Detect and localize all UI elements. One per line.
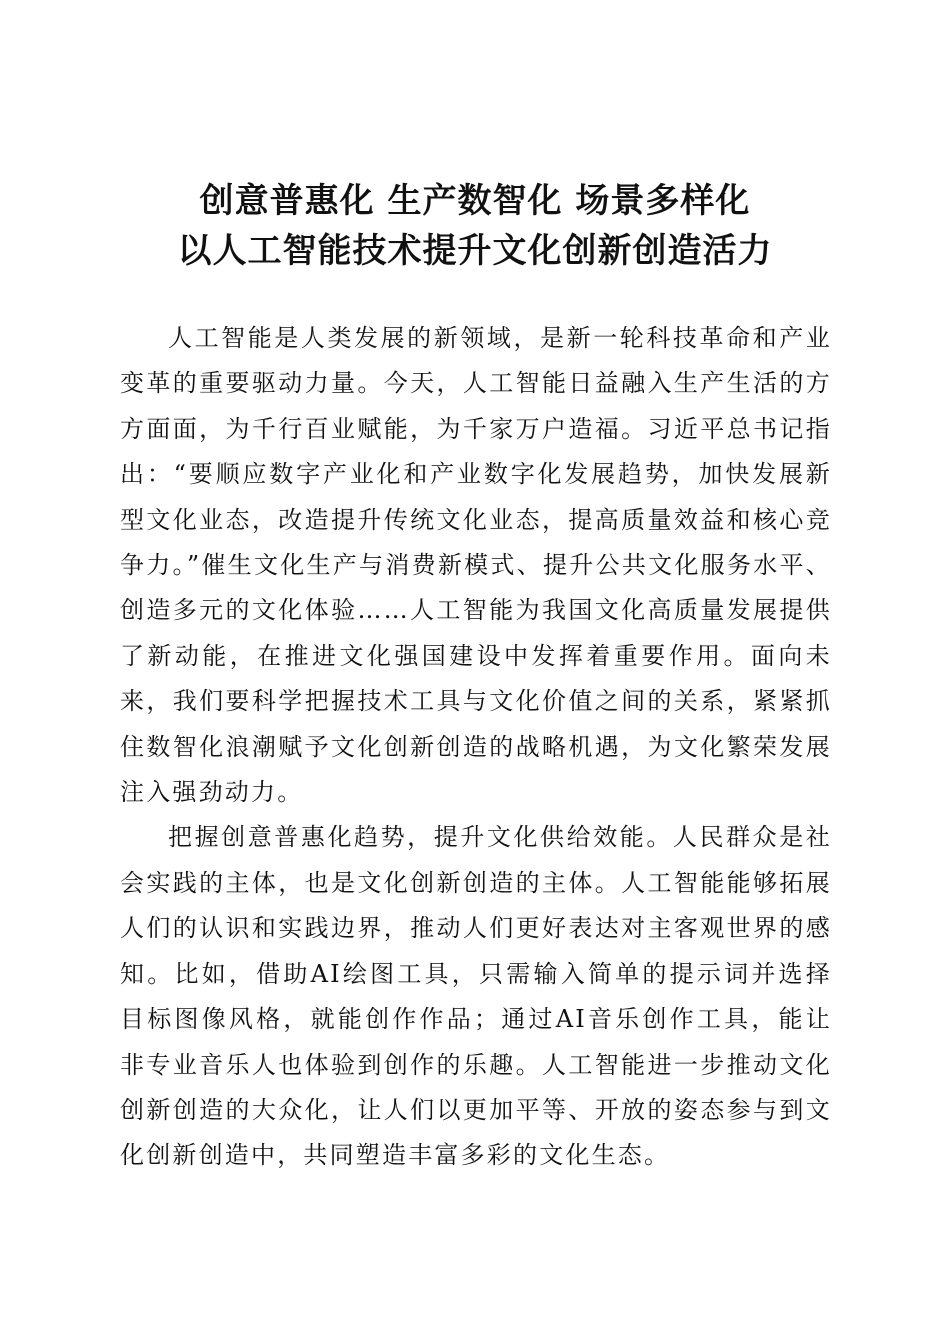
article-body xyxy=(120,316,832,1179)
body-paragraph-1: 人工智能是人类发展的新领域，是新一轮科技革命和产业变革的重要驱动力量。今天，人工智能日益融入生产生活的方方面面，为千行百业赋能，为千家万户造福。习近平总书记指出：“要顺应数字产业化和产业数字化发展趋势，加快发展新型文化业态，改造提升传统文化业态，提高质量效益和核心竞争力。”催生文化生产与消费新模式、提升公共文化服务水平、创造多元的文化体验……人工智能为我国文化高质量发展提供了新动能，在推进文化强国建设中发挥着重要作用。面向未来，我们要科学把握技术工具与文化价值之间的关系，紧紧抓住数智化浪潮赋予文化创新创造的战略机遇，为文化繁荣发展注入强劲动力。 xyxy=(120,324,832,807)
body-paragraph-2: 把握创意普惠化趋势，提升文化供给效能。人民群众是社会实践的主体，也是文化创新创造的主体。人工智能能够拓展人们的认识和实践边界，推动人们更好表达对主客观世界的感知。比如，借助AI绘图工具，只需输入简单的提示词并选择目标图像风格，就能创作作品；通过AI音乐创作工具，能让非专业音乐人也体验到创作的乐趣。人工智能进一步推动文化创新创造的大众化，让人们以更加平等、开放的姿态参与到文化创新创造中，共同塑造丰富多彩的文化生态。 xyxy=(120,823,832,1170)
article-title xyxy=(0,176,950,276)
title-line-2: 以人工智能技术提升文化创新创造活力 xyxy=(177,231,773,271)
title-line-1: 创意普惠化 生产数智化 场景多样化 xyxy=(199,181,751,221)
